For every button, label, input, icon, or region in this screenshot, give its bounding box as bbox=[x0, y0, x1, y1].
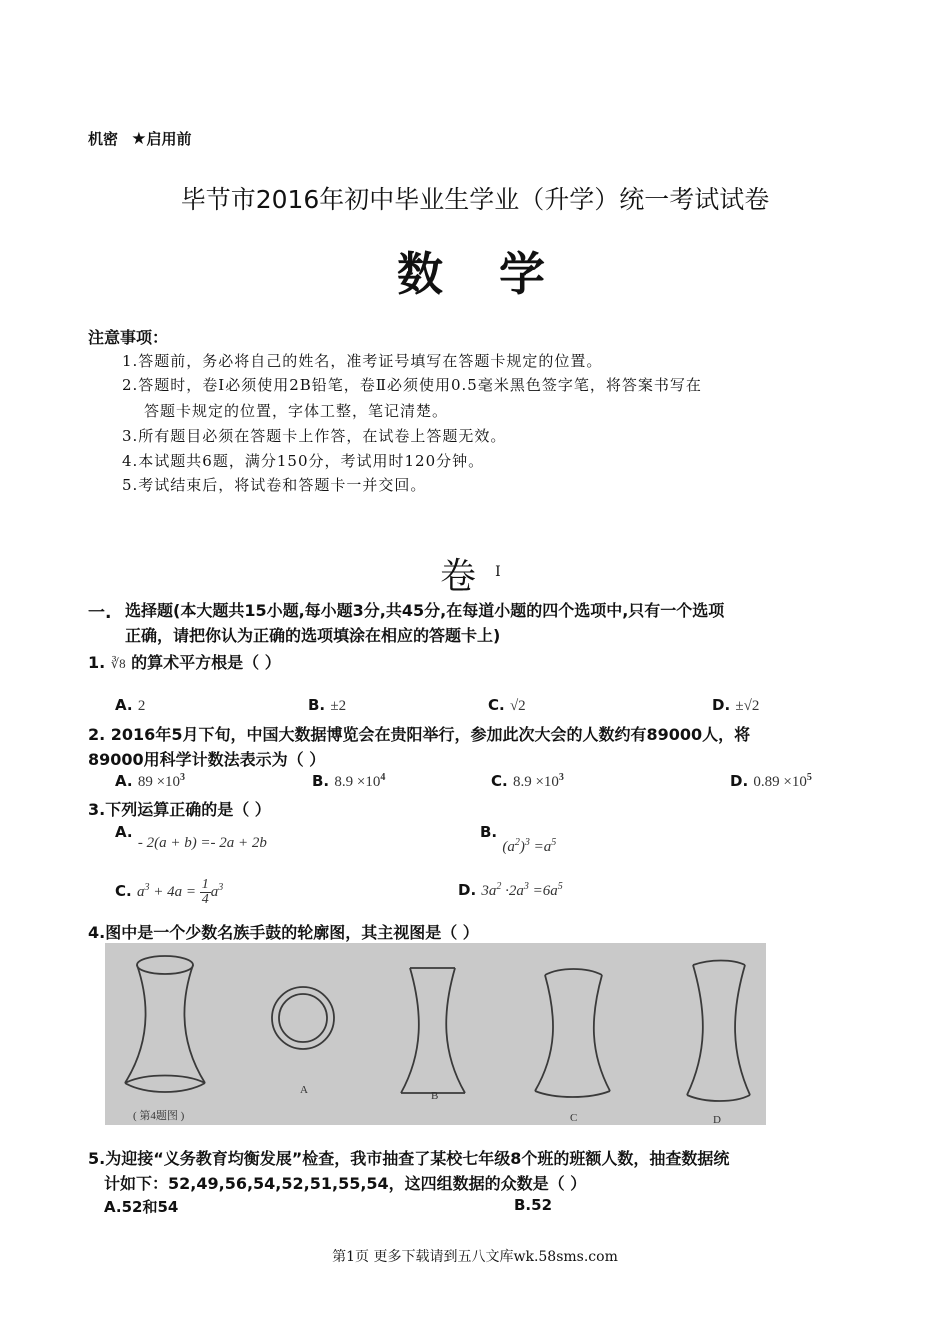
q1-stem: 1. ∛8 的算术平方根是（ ） bbox=[88, 653, 281, 672]
q2-option-b[interactable]: B. $8.9 \times 10^4$ bbox=[312, 772, 386, 790]
page-footer: 第1页 更多下载请到五八文库wk.58sms.com bbox=[332, 1249, 618, 1265]
q5-option-a[interactable]: A.52和54 bbox=[104, 1198, 179, 1216]
notice-item-2: 2.答题时，卷Ⅰ必须使用2B铅笔，卷Ⅱ必须使用0.5毫米黑色签字笔，将答案书写在 bbox=[122, 376, 702, 394]
figure-label-a: A bbox=[300, 1084, 308, 1096]
exam-title: 毕节市2016年初中毕业生学业（升学）统一考试试卷 bbox=[180, 185, 770, 214]
figure-label-d: D bbox=[713, 1114, 721, 1125]
q1-option-c[interactable]: C. √2 bbox=[488, 696, 526, 714]
q3-option-d[interactable]: D. $3a^2 \cdot 2a^3 =6a^5$ bbox=[458, 881, 563, 899]
q2-stem-line1: 2. 2016年5月下旬，中国大数据博览会在贵阳举行，参加此次大会的人数约有89000人，将 bbox=[88, 725, 751, 744]
subject-title: 数 学 bbox=[396, 247, 554, 301]
figure-label-b: B bbox=[431, 1090, 439, 1102]
q2-option-a[interactable]: A. $89 \times 10^3$ bbox=[115, 772, 186, 790]
q4-stem: 4.图中是一个少数名族手鼓的轮廓图，其主视图是（ ） bbox=[88, 923, 479, 942]
q3-option-c[interactable]: C. $a^3 + 4a$ = $\frac{1}{4}$ $a^3$ bbox=[115, 877, 224, 907]
q2-option-d[interactable]: D. $0.89 \times 10^5$ bbox=[730, 772, 812, 790]
drum-outline-drawings bbox=[105, 943, 766, 1125]
notice-item-3: 3.所有题目必须在答题卡上作答，在试卷上答题无效。 bbox=[122, 427, 507, 445]
figure-caption: ( 第4题图 ) bbox=[133, 1110, 185, 1122]
q1-option-b[interactable]: B. ±2 bbox=[308, 696, 347, 714]
q1-option-d[interactable]: D. ±√2 bbox=[712, 696, 760, 714]
figure-label-c: C bbox=[570, 1112, 578, 1124]
notice-title: 注意事项： bbox=[88, 328, 169, 347]
q1-option-a[interactable]: A. 2 bbox=[115, 696, 146, 714]
q3-option-b[interactable]: B. $(a^2)^3 =a^5$ bbox=[480, 823, 557, 855]
star-icon: ★ bbox=[131, 129, 147, 149]
part-instructions-line2: 正确，请把你认为正确的选项填涂在相应的答题卡上) bbox=[125, 626, 501, 645]
q2-option-c[interactable]: C. $8.9 \times 10^3$ bbox=[491, 772, 564, 790]
drum-perspective-drawing bbox=[125, 956, 205, 1092]
part-instructions-line1: 选择题(本大题共15小题,每小题3分,共45分,在每道小题的四个选项中,只有一个选项 bbox=[125, 601, 725, 620]
option-b-drawing bbox=[401, 968, 465, 1093]
option-c-drawing bbox=[535, 969, 610, 1097]
secret-label: 机密 ★启用前 bbox=[88, 129, 192, 149]
q3-stem: 3.下列运算正确的是（ ） bbox=[88, 800, 271, 819]
q2-stem-line2: 89000用科学计数法表示为（ ） bbox=[88, 750, 326, 769]
notice-item-1: 1.答题前，务必将自己的姓名，准考证号填写在答题卡规定的位置。 bbox=[122, 352, 603, 370]
hand-drum-figure bbox=[105, 943, 766, 1125]
notice-item-4: 4.本试题共6题，满分150分，考试用时120分钟。 bbox=[122, 452, 485, 470]
section-title: 卷 I bbox=[440, 556, 501, 597]
q5-stem-line2: 计如下：52,49,56,54,52,51,55,54，这四组数据的众数是（ ） bbox=[104, 1174, 587, 1193]
notice-item-2-cont: 答题卡规定的位置，字体工整，笔记清楚。 bbox=[144, 402, 449, 420]
cube-root-expression: ∛8 bbox=[110, 656, 126, 671]
option-d-drawing bbox=[687, 961, 750, 1102]
q5-stem-line1: 5.为迎接“义务教育均衡发展”检查，我市抽查了某校七年级8个班的班额人数，抽查数据统 bbox=[88, 1149, 730, 1168]
q5-option-b[interactable]: B.52 bbox=[514, 1196, 553, 1214]
part-number: 一. bbox=[88, 603, 112, 623]
option-a-drawing bbox=[272, 987, 334, 1049]
notice-item-5: 5.考试结束后，将试卷和答题卡一并交回。 bbox=[122, 476, 427, 494]
q3-option-a[interactable]: A. - 2(a + b) =- 2a + 2b bbox=[115, 823, 267, 851]
